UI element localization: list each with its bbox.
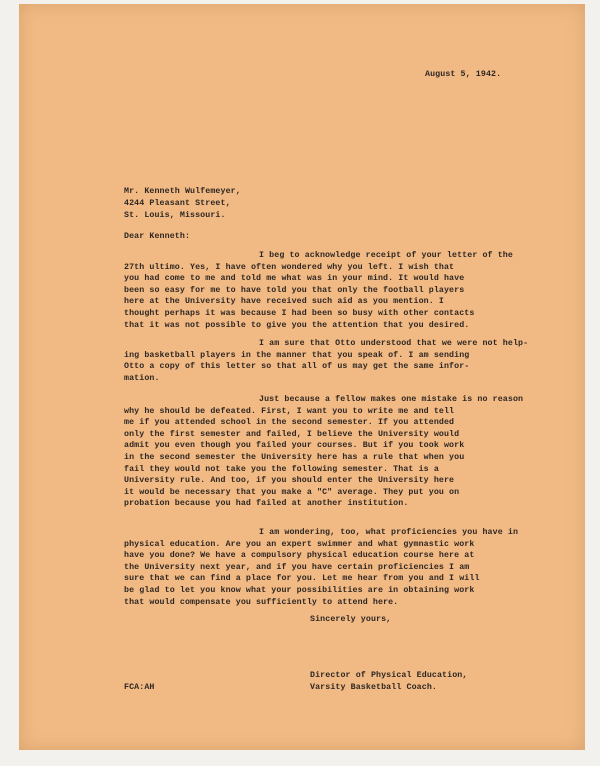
paragraph-line: Otto a copy of this letter so that all of us may get the same infor- [124, 362, 470, 372]
paragraph-line: been so easy for me to have told you that only the football players [124, 285, 465, 295]
signature-title-1: Director of Physical Education, [310, 671, 468, 680]
closing: Sincerely yours, [310, 615, 392, 624]
paragraph-line: admit you even though you failed your courses. But if you took work [124, 441, 465, 451]
paragraph-line: sure that we can find a place for you. Let me hear from you and I will [124, 574, 480, 584]
paragraph-line: I am sure that Otto understood that we were not help- [259, 339, 529, 348]
paragraph-line: in the second semester the University here has a rule that when you [124, 452, 465, 462]
paragraph-line: here at the University have received such aid as you mention. I [124, 297, 444, 307]
paragraph-line: that would compensate you sufficiently to attend here. [124, 597, 399, 607]
paragraph-line: Just because a fellow makes one mistake is no reason [259, 395, 524, 404]
paragraph-line: have you done? We have a compulsory physical education course here at [124, 551, 475, 561]
paragraph-line: ing basketball players in the manner that you speak of. I am sending [124, 350, 470, 360]
paragraph-line: be glad to let you know what your possibilities are in obtaining work [124, 585, 475, 595]
paragraph-line: I am wondering, too, what proficiencies you have in [259, 528, 519, 537]
letter-page [19, 4, 585, 750]
letter-date: August 5, 1942. [425, 70, 502, 79]
paragraph-1 [124, 250, 544, 331]
paragraph-4 [124, 527, 544, 608]
typist-initials: FCA:AH [124, 683, 155, 692]
paragraph-line: it would be necessary that you make a "C" average. They put you on [124, 487, 460, 497]
paragraph-3 [124, 394, 544, 510]
paragraph-line: you had come to me and told me what was in your mind. It would have [124, 274, 465, 284]
paragraph-line: mation. [124, 373, 160, 383]
paragraph-line: only the first semester and failed, I believe the University would [124, 429, 460, 439]
recipient-street: 4244 Pleasant Street, [124, 199, 231, 208]
paragraph-line: 27th ultimo. Yes, I have often wondered why you left. I wish that [124, 262, 455, 272]
paragraph-line: physical education. Are you an expert swimmer and what gymnastic work [124, 539, 475, 549]
paragraph-line: I beg to acknowledge receipt of your letter of the [259, 251, 513, 260]
recipient-city: St. Louis, Missouri. [124, 211, 226, 220]
signature-title-2: Varsity Basketball Coach. [310, 683, 437, 692]
paragraph-line: the University next year, and if you have certain proficiencies I am [124, 562, 470, 572]
paragraph-line: probation because you had failed at another institution. [124, 499, 409, 509]
paragraph-2 [124, 338, 544, 384]
paragraph-line: thought perhaps it was because I had been so busy with other contacts [124, 308, 475, 318]
paragraph-line: me if you attended school in the second semester. If you attended [124, 418, 455, 428]
paragraph-line: fail they would not take you the following semester. That is a [124, 464, 439, 474]
paragraph-line: why he should be defeated. First, I want you to write me and tell [124, 406, 455, 416]
paragraph-line: University rule. And too, if you should enter the University here [124, 476, 455, 486]
salutation: Dear Kenneth: [124, 232, 191, 241]
paragraph-line: that it was not possible to give you the attention that you desired. [124, 320, 470, 330]
recipient-name: Mr. Kenneth Wulfemeyer, [124, 187, 241, 196]
